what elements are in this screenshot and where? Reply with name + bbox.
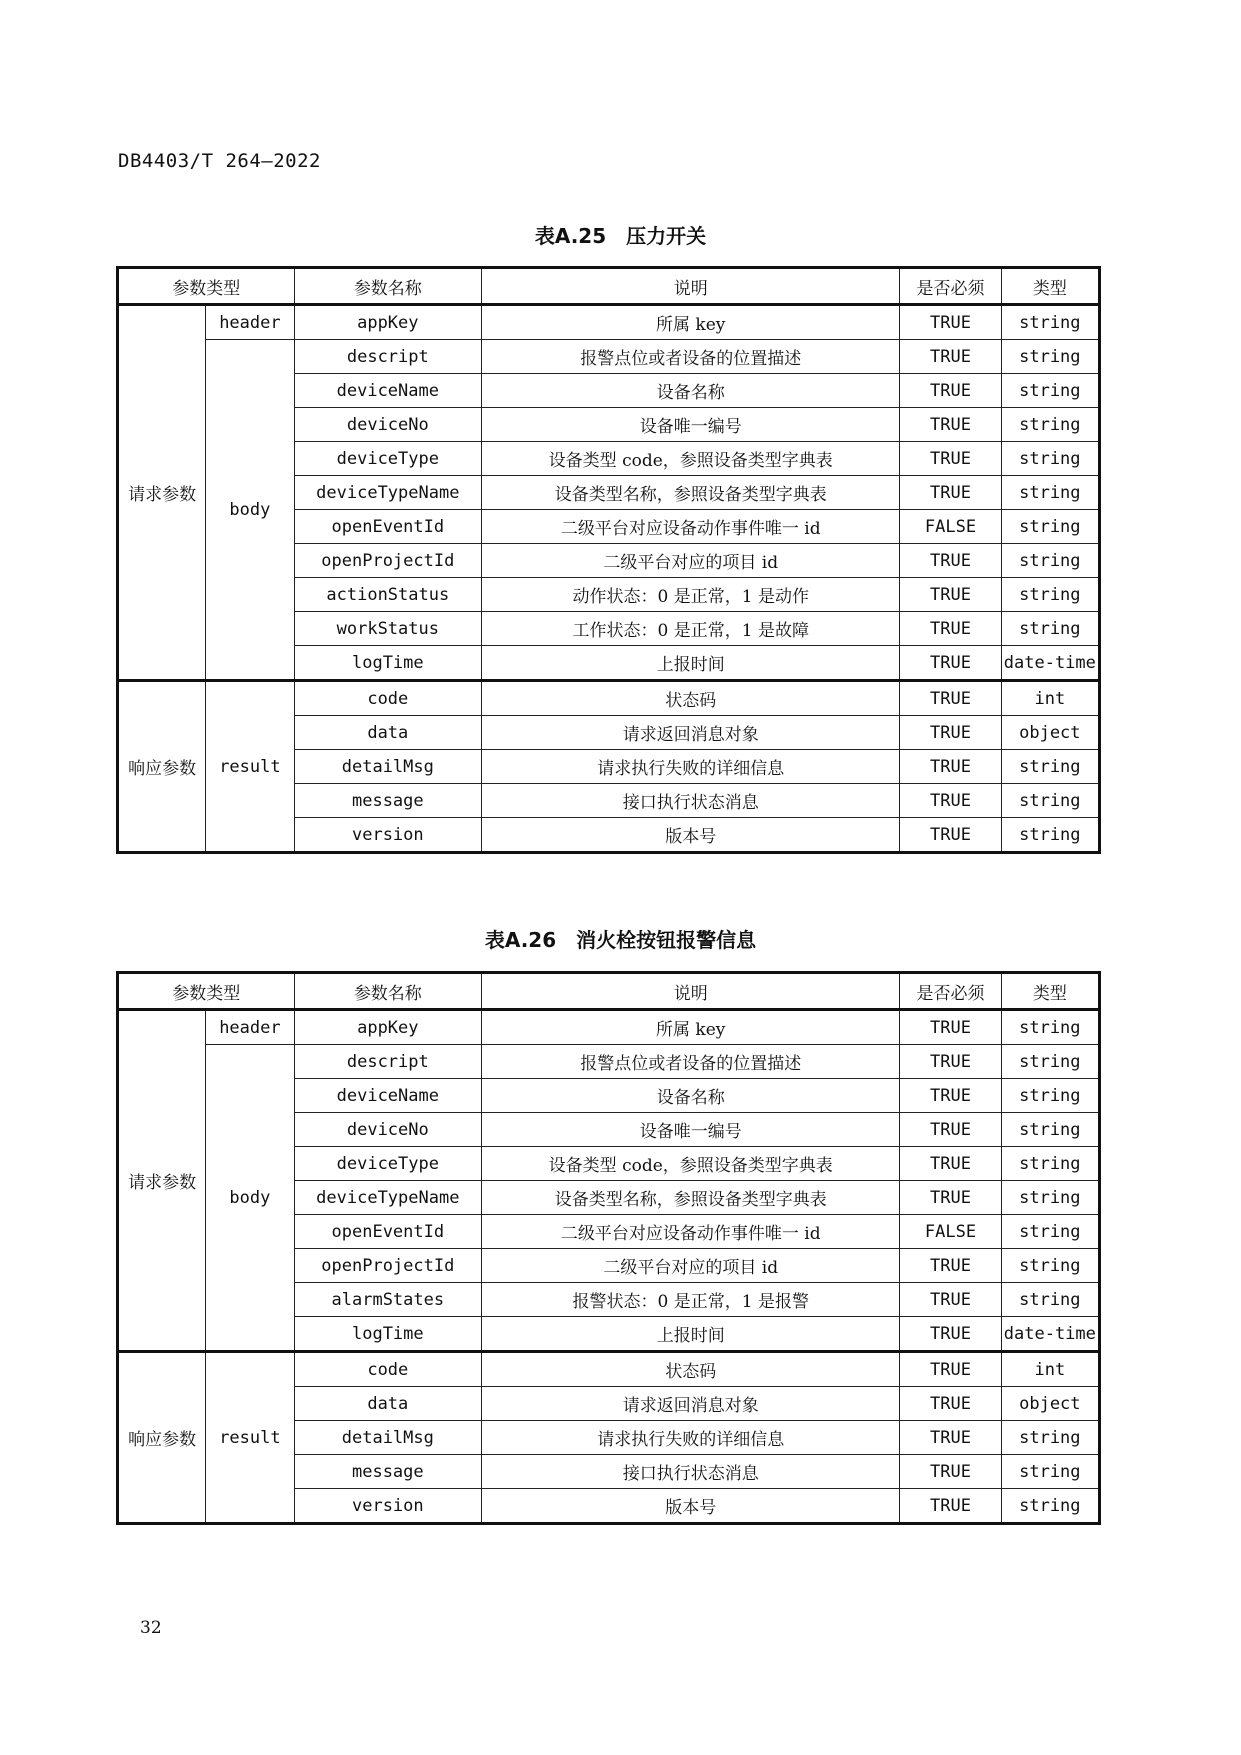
param-category-cell: 请求参数	[118, 305, 206, 681]
description-cell: 报警点位或者设备的位置描述	[482, 1045, 900, 1079]
description-cell: 接口执行状态消息	[482, 784, 900, 818]
page-number: 32	[140, 1618, 162, 1638]
required-cell: TRUE	[900, 681, 1001, 716]
param-name-cell: descript	[294, 1045, 482, 1079]
column-header-param-name: 参数名称	[294, 973, 482, 1010]
param-section-cell: result	[206, 1352, 294, 1524]
column-header-description: 说明	[482, 268, 900, 305]
table-a25	[116, 266, 1101, 854]
required-cell: TRUE	[900, 1113, 1001, 1147]
description-cell: 二级平台对应的项目 id	[482, 544, 900, 578]
column-header-required: 是否必须	[900, 973, 1001, 1010]
table-a26	[116, 971, 1101, 1525]
table-row	[118, 1352, 1100, 1387]
param-name-cell: deviceNo	[294, 1113, 482, 1147]
param-name-cell: alarmStates	[294, 1283, 482, 1317]
description-cell: 工作状态：0 是正常，1 是故障	[482, 612, 900, 646]
param-name-cell: descript	[294, 340, 482, 374]
param-name-cell: code	[294, 1352, 482, 1387]
param-name-cell: openProjectId	[294, 1249, 482, 1283]
required-cell: TRUE	[900, 784, 1001, 818]
type-cell: string	[1001, 510, 1099, 544]
description-cell: 请求执行失败的详细信息	[482, 1421, 900, 1455]
required-cell: FALSE	[900, 510, 1001, 544]
param-name-cell: deviceNo	[294, 408, 482, 442]
required-cell: TRUE	[900, 1421, 1001, 1455]
description-cell: 设备类型名称，参照设备类型字典表	[482, 476, 900, 510]
column-header-param-name: 参数名称	[294, 268, 482, 305]
param-name-cell: data	[294, 1387, 482, 1421]
param-category-cell: 响应参数	[118, 1352, 206, 1524]
param-name-cell: deviceName	[294, 374, 482, 408]
table-row	[118, 1045, 1100, 1079]
required-cell: TRUE	[900, 340, 1001, 374]
required-cell: TRUE	[900, 818, 1001, 853]
type-cell: string	[1001, 1045, 1099, 1079]
column-header-param-category: 参数类型	[118, 268, 295, 305]
type-cell: string	[1001, 1421, 1099, 1455]
document-code: DB4403/T 264—2022	[118, 150, 321, 172]
description-cell: 设备名称	[482, 1079, 900, 1113]
required-cell: TRUE	[900, 1079, 1001, 1113]
param-name-cell: workStatus	[294, 612, 482, 646]
param-name-cell: code	[294, 681, 482, 716]
type-cell: string	[1001, 1147, 1099, 1181]
description-cell: 状态码	[482, 681, 900, 716]
param-name-cell: logTime	[294, 646, 482, 681]
type-cell: string	[1001, 1113, 1099, 1147]
type-cell: string	[1001, 612, 1099, 646]
description-cell: 接口执行状态消息	[482, 1455, 900, 1489]
table-a25-title: 表A.25 压力开关	[534, 224, 707, 248]
table-row	[118, 1010, 1100, 1045]
description-cell: 请求返回消息对象	[482, 1387, 900, 1421]
required-cell: TRUE	[900, 716, 1001, 750]
description-cell: 二级平台对应的项目 id	[482, 1249, 900, 1283]
description-cell: 所属 key	[482, 1010, 900, 1045]
param-category-cell: 响应参数	[118, 681, 206, 853]
type-cell: string	[1001, 784, 1099, 818]
description-cell: 二级平台对应设备动作事件唯一 id	[482, 510, 900, 544]
type-cell: date-time	[1001, 1317, 1099, 1352]
type-cell: string	[1001, 408, 1099, 442]
param-section-cell: body	[206, 340, 294, 681]
required-cell: TRUE	[900, 1181, 1001, 1215]
table-row	[118, 305, 1100, 340]
description-cell: 设备唯一编号	[482, 408, 900, 442]
required-cell: TRUE	[900, 1147, 1001, 1181]
required-cell: TRUE	[900, 1387, 1001, 1421]
required-cell: TRUE	[900, 1317, 1001, 1352]
type-cell: string	[1001, 1181, 1099, 1215]
param-name-cell: version	[294, 1489, 482, 1524]
description-cell: 二级平台对应设备动作事件唯一 id	[482, 1215, 900, 1249]
type-cell: string	[1001, 1489, 1099, 1524]
param-name-cell: appKey	[294, 1010, 482, 1045]
type-cell: string	[1001, 374, 1099, 408]
required-cell: TRUE	[900, 750, 1001, 784]
type-cell: string	[1001, 305, 1099, 340]
type-cell: object	[1001, 1387, 1099, 1421]
required-cell: TRUE	[900, 646, 1001, 681]
required-cell: TRUE	[900, 1283, 1001, 1317]
column-header-description: 说明	[482, 973, 900, 1010]
description-cell: 所属 key	[482, 305, 900, 340]
param-section-cell: result	[206, 681, 294, 853]
type-cell: string	[1001, 818, 1099, 853]
required-cell: TRUE	[900, 1045, 1001, 1079]
description-cell: 上报时间	[482, 1317, 900, 1352]
type-cell: string	[1001, 1283, 1099, 1317]
description-cell: 动作状态：0 是正常，1 是动作	[482, 578, 900, 612]
param-section-cell: header	[206, 305, 294, 340]
type-cell: int	[1001, 1352, 1099, 1387]
description-cell: 设备类型 code，参照设备类型字典表	[482, 1147, 900, 1181]
param-name-cell: deviceTypeName	[294, 476, 482, 510]
table-header-row	[118, 268, 1100, 305]
param-section-cell: header	[206, 1010, 294, 1045]
description-cell: 报警点位或者设备的位置描述	[482, 340, 900, 374]
param-name-cell: deviceType	[294, 1147, 482, 1181]
param-name-cell: detailMsg	[294, 750, 482, 784]
param-category-cell: 请求参数	[118, 1010, 206, 1352]
type-cell: string	[1001, 442, 1099, 476]
description-cell: 设备类型 code，参照设备类型字典表	[482, 442, 900, 476]
description-cell: 请求返回消息对象	[482, 716, 900, 750]
type-cell: string	[1001, 1010, 1099, 1045]
table-row	[118, 681, 1100, 716]
required-cell: TRUE	[900, 544, 1001, 578]
table-a26-title: 表A.26 消火栓按钮报警信息	[484, 928, 757, 952]
description-cell: 状态码	[482, 1352, 900, 1387]
required-cell: TRUE	[900, 1455, 1001, 1489]
column-header-required: 是否必须	[900, 268, 1001, 305]
type-cell: string	[1001, 578, 1099, 612]
column-header-param-category: 参数类型	[118, 973, 295, 1010]
param-name-cell: openProjectId	[294, 544, 482, 578]
type-cell: string	[1001, 1215, 1099, 1249]
column-header-type: 类型	[1001, 268, 1099, 305]
param-name-cell: appKey	[294, 305, 482, 340]
description-cell: 请求执行失败的详细信息	[482, 750, 900, 784]
param-name-cell: openEventId	[294, 1215, 482, 1249]
required-cell: TRUE	[900, 305, 1001, 340]
required-cell: TRUE	[900, 1352, 1001, 1387]
required-cell: TRUE	[900, 476, 1001, 510]
param-name-cell: data	[294, 716, 482, 750]
param-name-cell: deviceTypeName	[294, 1181, 482, 1215]
required-cell: TRUE	[900, 374, 1001, 408]
required-cell: FALSE	[900, 1215, 1001, 1249]
type-cell: string	[1001, 340, 1099, 374]
description-cell: 版本号	[482, 818, 900, 853]
description-cell: 设备类型名称，参照设备类型字典表	[482, 1181, 900, 1215]
param-name-cell: openEventId	[294, 510, 482, 544]
param-name-cell: version	[294, 818, 482, 853]
param-name-cell: actionStatus	[294, 578, 482, 612]
type-cell: string	[1001, 1455, 1099, 1489]
required-cell: TRUE	[900, 1249, 1001, 1283]
required-cell: TRUE	[900, 442, 1001, 476]
param-name-cell: logTime	[294, 1317, 482, 1352]
param-name-cell: message	[294, 784, 482, 818]
table-header-row	[118, 973, 1100, 1010]
table-row	[118, 340, 1100, 374]
param-name-cell: detailMsg	[294, 1421, 482, 1455]
required-cell: TRUE	[900, 1010, 1001, 1045]
param-name-cell: deviceName	[294, 1079, 482, 1113]
type-cell: string	[1001, 476, 1099, 510]
description-cell: 报警状态：0 是正常，1 是报警	[482, 1283, 900, 1317]
type-cell: string	[1001, 1249, 1099, 1283]
description-cell: 设备唯一编号	[482, 1113, 900, 1147]
description-cell: 设备名称	[482, 374, 900, 408]
required-cell: TRUE	[900, 1489, 1001, 1524]
type-cell: string	[1001, 1079, 1099, 1113]
param-name-cell: deviceType	[294, 442, 482, 476]
column-header-type: 类型	[1001, 973, 1099, 1010]
description-cell: 上报时间	[482, 646, 900, 681]
required-cell: TRUE	[900, 408, 1001, 442]
param-name-cell: message	[294, 1455, 482, 1489]
type-cell: string	[1001, 750, 1099, 784]
type-cell: string	[1001, 544, 1099, 578]
type-cell: object	[1001, 716, 1099, 750]
required-cell: TRUE	[900, 612, 1001, 646]
required-cell: TRUE	[900, 578, 1001, 612]
type-cell: int	[1001, 681, 1099, 716]
param-section-cell: body	[206, 1045, 294, 1352]
description-cell: 版本号	[482, 1489, 900, 1524]
type-cell: date-time	[1001, 646, 1099, 681]
